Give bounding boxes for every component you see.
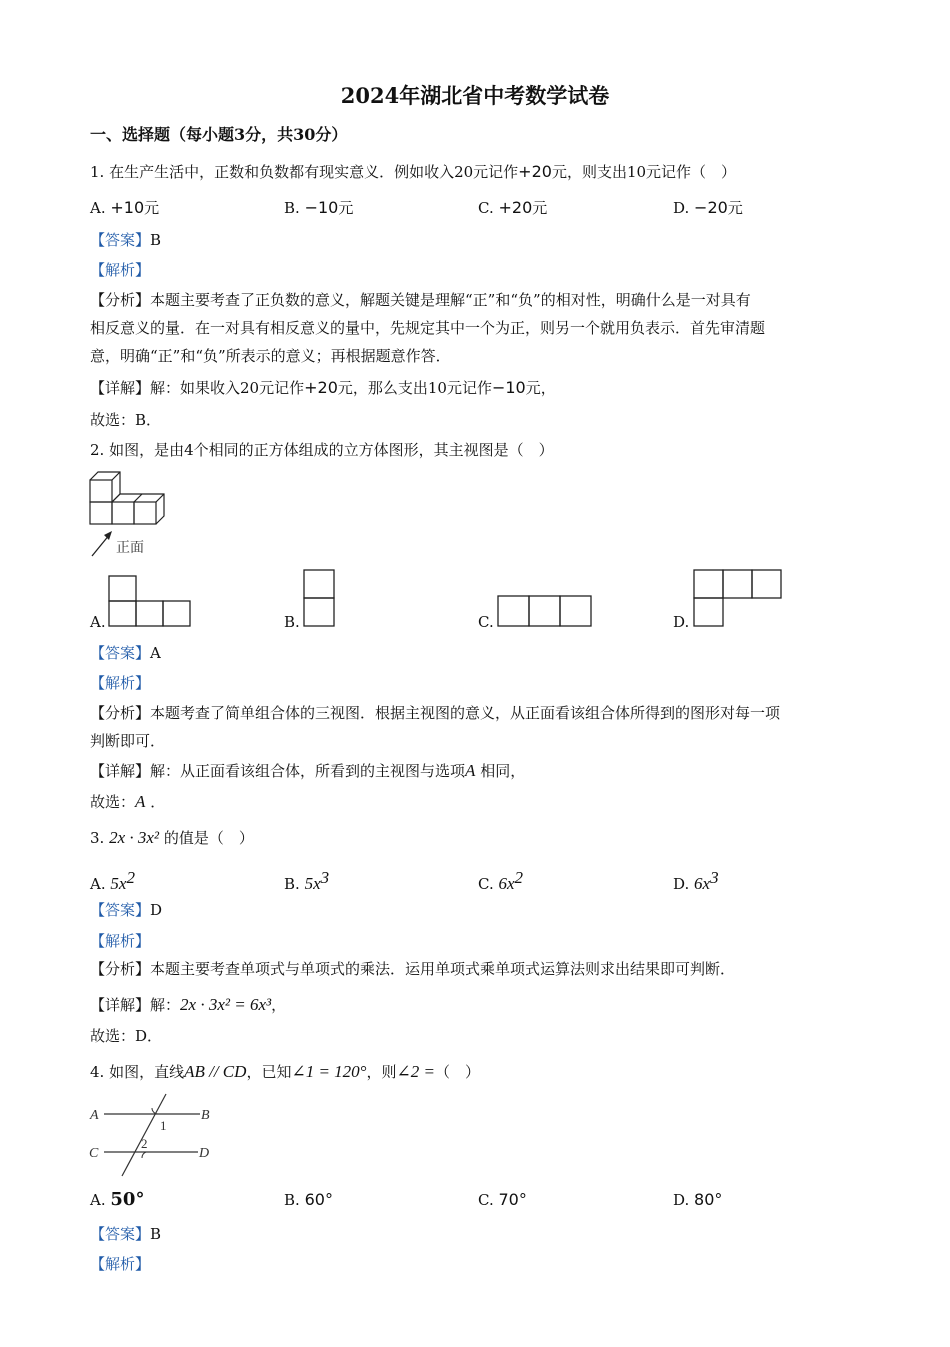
q2-answer: [90, 643, 161, 663]
section-heading: 一、选择题（每小题3分，共30分）: [90, 125, 348, 144]
q2-fenxi-2: 判断即可．: [90, 732, 166, 750]
q3-stem: [90, 828, 254, 848]
option-label: A.: [90, 1191, 106, 1209]
option-label: D.: [673, 1191, 690, 1209]
xiangjie-tag: 【详解】: [90, 379, 151, 397]
q4-option-b: [284, 1190, 333, 1210]
option-var: x: [118, 874, 127, 893]
option-math: −20: [694, 198, 728, 217]
q2-xiangjie: [90, 761, 525, 781]
answer-tag: 【答案】: [90, 1225, 151, 1243]
option-label: C.: [478, 875, 494, 893]
option-label: A.: [90, 875, 106, 893]
q3-stem-text: 的值是（ ）: [163, 829, 254, 847]
option-unit: 元: [338, 199, 354, 217]
option-var: x: [313, 874, 321, 893]
q4-analysis-tag: 【解析】: [90, 1255, 151, 1273]
q4-stem-text: ，则: [366, 1063, 397, 1081]
transversal: [122, 1094, 166, 1176]
arrow-head: [104, 531, 112, 540]
option-coef: 6: [498, 874, 507, 893]
q1-option-b: [284, 198, 353, 218]
answer-value: B: [150, 231, 162, 249]
q2-fenxi-1: [90, 703, 780, 723]
option-math: 50°: [110, 1189, 145, 1210]
q4-option-d: [673, 1190, 722, 1210]
q4-stem-math: ∠2 =: [396, 1062, 435, 1081]
q1-stem-text: 1. 在生产生活中，正数和负数都有现实意义．例如收入20元记作: [90, 163, 519, 181]
q4-stem: [90, 1062, 480, 1082]
option-math: +20: [498, 198, 533, 217]
xiangjie-text: 解：从正面看该组合体，所看到的主视图与选项: [150, 762, 466, 780]
answer-value: A: [150, 644, 161, 662]
q1-option-c: [478, 198, 547, 218]
q2-option-c: C.: [478, 613, 494, 631]
q1-option-a: [90, 198, 159, 218]
option-coef: 5: [110, 874, 119, 893]
q4-stem-text: 4. 如图，直线: [90, 1063, 185, 1081]
q2-cube-figure: [86, 468, 186, 562]
answer-tag: 【答案】: [90, 644, 151, 662]
answer-value: B: [150, 1225, 162, 1243]
q4-stem-math: ∠1 = 120°: [291, 1062, 367, 1081]
fenxi-tag: 【分析】: [90, 960, 151, 978]
option-math: 70°: [498, 1190, 527, 1209]
choice-text: 故选：: [90, 793, 136, 811]
fenxi-tag: 【分析】: [90, 704, 151, 722]
option-math: 80°: [694, 1190, 723, 1209]
xiangjie-text: 元，那么支出10元记作: [337, 379, 492, 397]
xiangjie-math: +20: [304, 378, 338, 397]
page-title: 2024年湖北省中考数学试卷: [340, 83, 610, 108]
q1-stem-math: +20: [518, 162, 552, 181]
option-label: D.: [673, 199, 690, 217]
option-unit: 元: [727, 199, 743, 217]
option-exp: 2: [126, 868, 135, 887]
option-label: C.: [478, 199, 494, 217]
q2-stem: 2. 如图，是由4个相同的正方体组成的立方体图形，其主视图是（ ）: [90, 441, 554, 459]
xiangjie-text: 解：如果收入20元记作: [150, 379, 305, 397]
q3-fenxi: [90, 959, 735, 979]
q1-option-d: [673, 198, 743, 218]
angle-2-label: 2: [141, 1136, 148, 1151]
q3-stem-math: 2x · 3x²: [109, 828, 160, 847]
answer-value: D: [150, 901, 163, 919]
q1-choice: 故选：B．: [90, 411, 162, 429]
q2-option-d-figure: [692, 568, 784, 630]
option-math: 60°: [304, 1190, 333, 1209]
xiangjie-text: 解：: [150, 996, 181, 1014]
fenxi-text: 本题主要考查了正负数的意义，解题关键是理解“正”和“负”的相对性，明确什么是一对具有: [150, 291, 751, 309]
q4-option-a: [90, 1190, 144, 1210]
q4-parallel-lines-figure: [86, 1092, 220, 1178]
q1-answer: [90, 230, 161, 250]
option-label: D.: [673, 875, 690, 893]
fenxi-text: 本题考查了简单组合体的三视图．根据主视图的意义，从正面看该组合体所得到的图形对每一项: [150, 704, 781, 722]
option-var: x: [702, 874, 711, 893]
option-coef: 5: [304, 874, 314, 893]
q4-stem-math: AB // CD: [184, 1062, 247, 1081]
q2-option-a-figure: [108, 574, 194, 630]
option-exp: 3: [710, 868, 719, 887]
option-unit: 元: [144, 199, 160, 217]
q3-option-c: [478, 868, 523, 894]
q1-analysis-tag: 【解析】: [90, 261, 151, 279]
option-label: B.: [284, 875, 300, 893]
point-d-label: D: [199, 1146, 210, 1161]
option-label: A.: [90, 199, 106, 217]
choice-math: A: [135, 792, 146, 811]
q2-option-b: B.: [284, 613, 300, 631]
option-exp: 2: [514, 868, 524, 887]
angle-1-label: 1: [160, 1118, 167, 1133]
xiangjie-math: 2x · 3x² = 6x³: [180, 995, 272, 1014]
q2-analysis-tag: 【解析】: [90, 674, 151, 692]
option-label: C.: [478, 1191, 494, 1209]
xiangjie-tag: 【详解】: [90, 996, 151, 1014]
point-c-label: C: [89, 1146, 99, 1161]
q1-xiangjie: [90, 378, 556, 398]
q4-stem-text: ，已知: [246, 1063, 292, 1081]
front-label: 正面: [116, 541, 144, 556]
point-b-label: B: [201, 1108, 210, 1123]
point-a-label: A: [90, 1108, 99, 1123]
xiangjie-math: −10: [491, 378, 526, 397]
xiangjie-tag: 【详解】: [90, 762, 151, 780]
q2-option-d: D.: [673, 613, 690, 631]
choice-text: ．: [150, 793, 166, 811]
xiangjie-math: A: [465, 761, 476, 780]
fenxi-text: 本题主要考查单项式与单项式的乘法．运用单项式乘单项式运算法则求出结果即可判断．: [150, 960, 736, 978]
option-math: +10: [110, 198, 145, 217]
answer-tag: 【答案】: [90, 901, 151, 919]
option-var: x: [507, 874, 515, 893]
option-label: B.: [284, 1191, 300, 1209]
q3-choice: 故选：D．: [90, 1027, 163, 1045]
q4-option-c: [478, 1190, 527, 1210]
q1-fenxi-3: 意，明确“正”和“负”所表示的意义；再根据题意作答．: [90, 347, 451, 365]
q3-analysis-tag: 【解析】: [90, 932, 151, 950]
q2-option-a: A.: [90, 613, 106, 631]
q3-option-d: [673, 868, 719, 894]
q1-stem-text-end: 元，则支出10元记作（ ）: [551, 163, 737, 181]
fenxi-tag: 【分析】: [90, 291, 151, 309]
q2-choice: [90, 792, 165, 812]
q3-xiangjie: [90, 995, 286, 1015]
q4-stem-text: （ ）: [434, 1063, 480, 1081]
q2-option-b-figure: [302, 568, 338, 630]
q3-number: 3.: [90, 829, 105, 847]
option-exp: 3: [320, 868, 330, 887]
q3-answer: [90, 900, 162, 920]
q4-answer: [90, 1224, 161, 1244]
xiangjie-text: 相同，: [480, 762, 526, 780]
angle-2-arc: [142, 1152, 146, 1158]
option-coef: 6: [694, 874, 703, 893]
option-label: B.: [284, 199, 300, 217]
option-math: −10: [304, 198, 339, 217]
xiangjie-text: 元，: [525, 379, 556, 397]
q3-option-a: [90, 868, 135, 894]
answer-tag: 【答案】: [90, 231, 151, 249]
q2-option-c-figure: [496, 594, 596, 630]
q1-fenxi-2: 相反意义的量．在一对具有相反意义的量中，先规定其中一个为正，则另一个就用负表示．首先审清题: [90, 319, 766, 337]
q1-fenxi-1: [90, 290, 751, 310]
xiangjie-text: ，: [271, 996, 287, 1014]
option-unit: 元: [532, 199, 548, 217]
q1-stem: [90, 162, 736, 182]
q3-option-b: [284, 868, 329, 894]
